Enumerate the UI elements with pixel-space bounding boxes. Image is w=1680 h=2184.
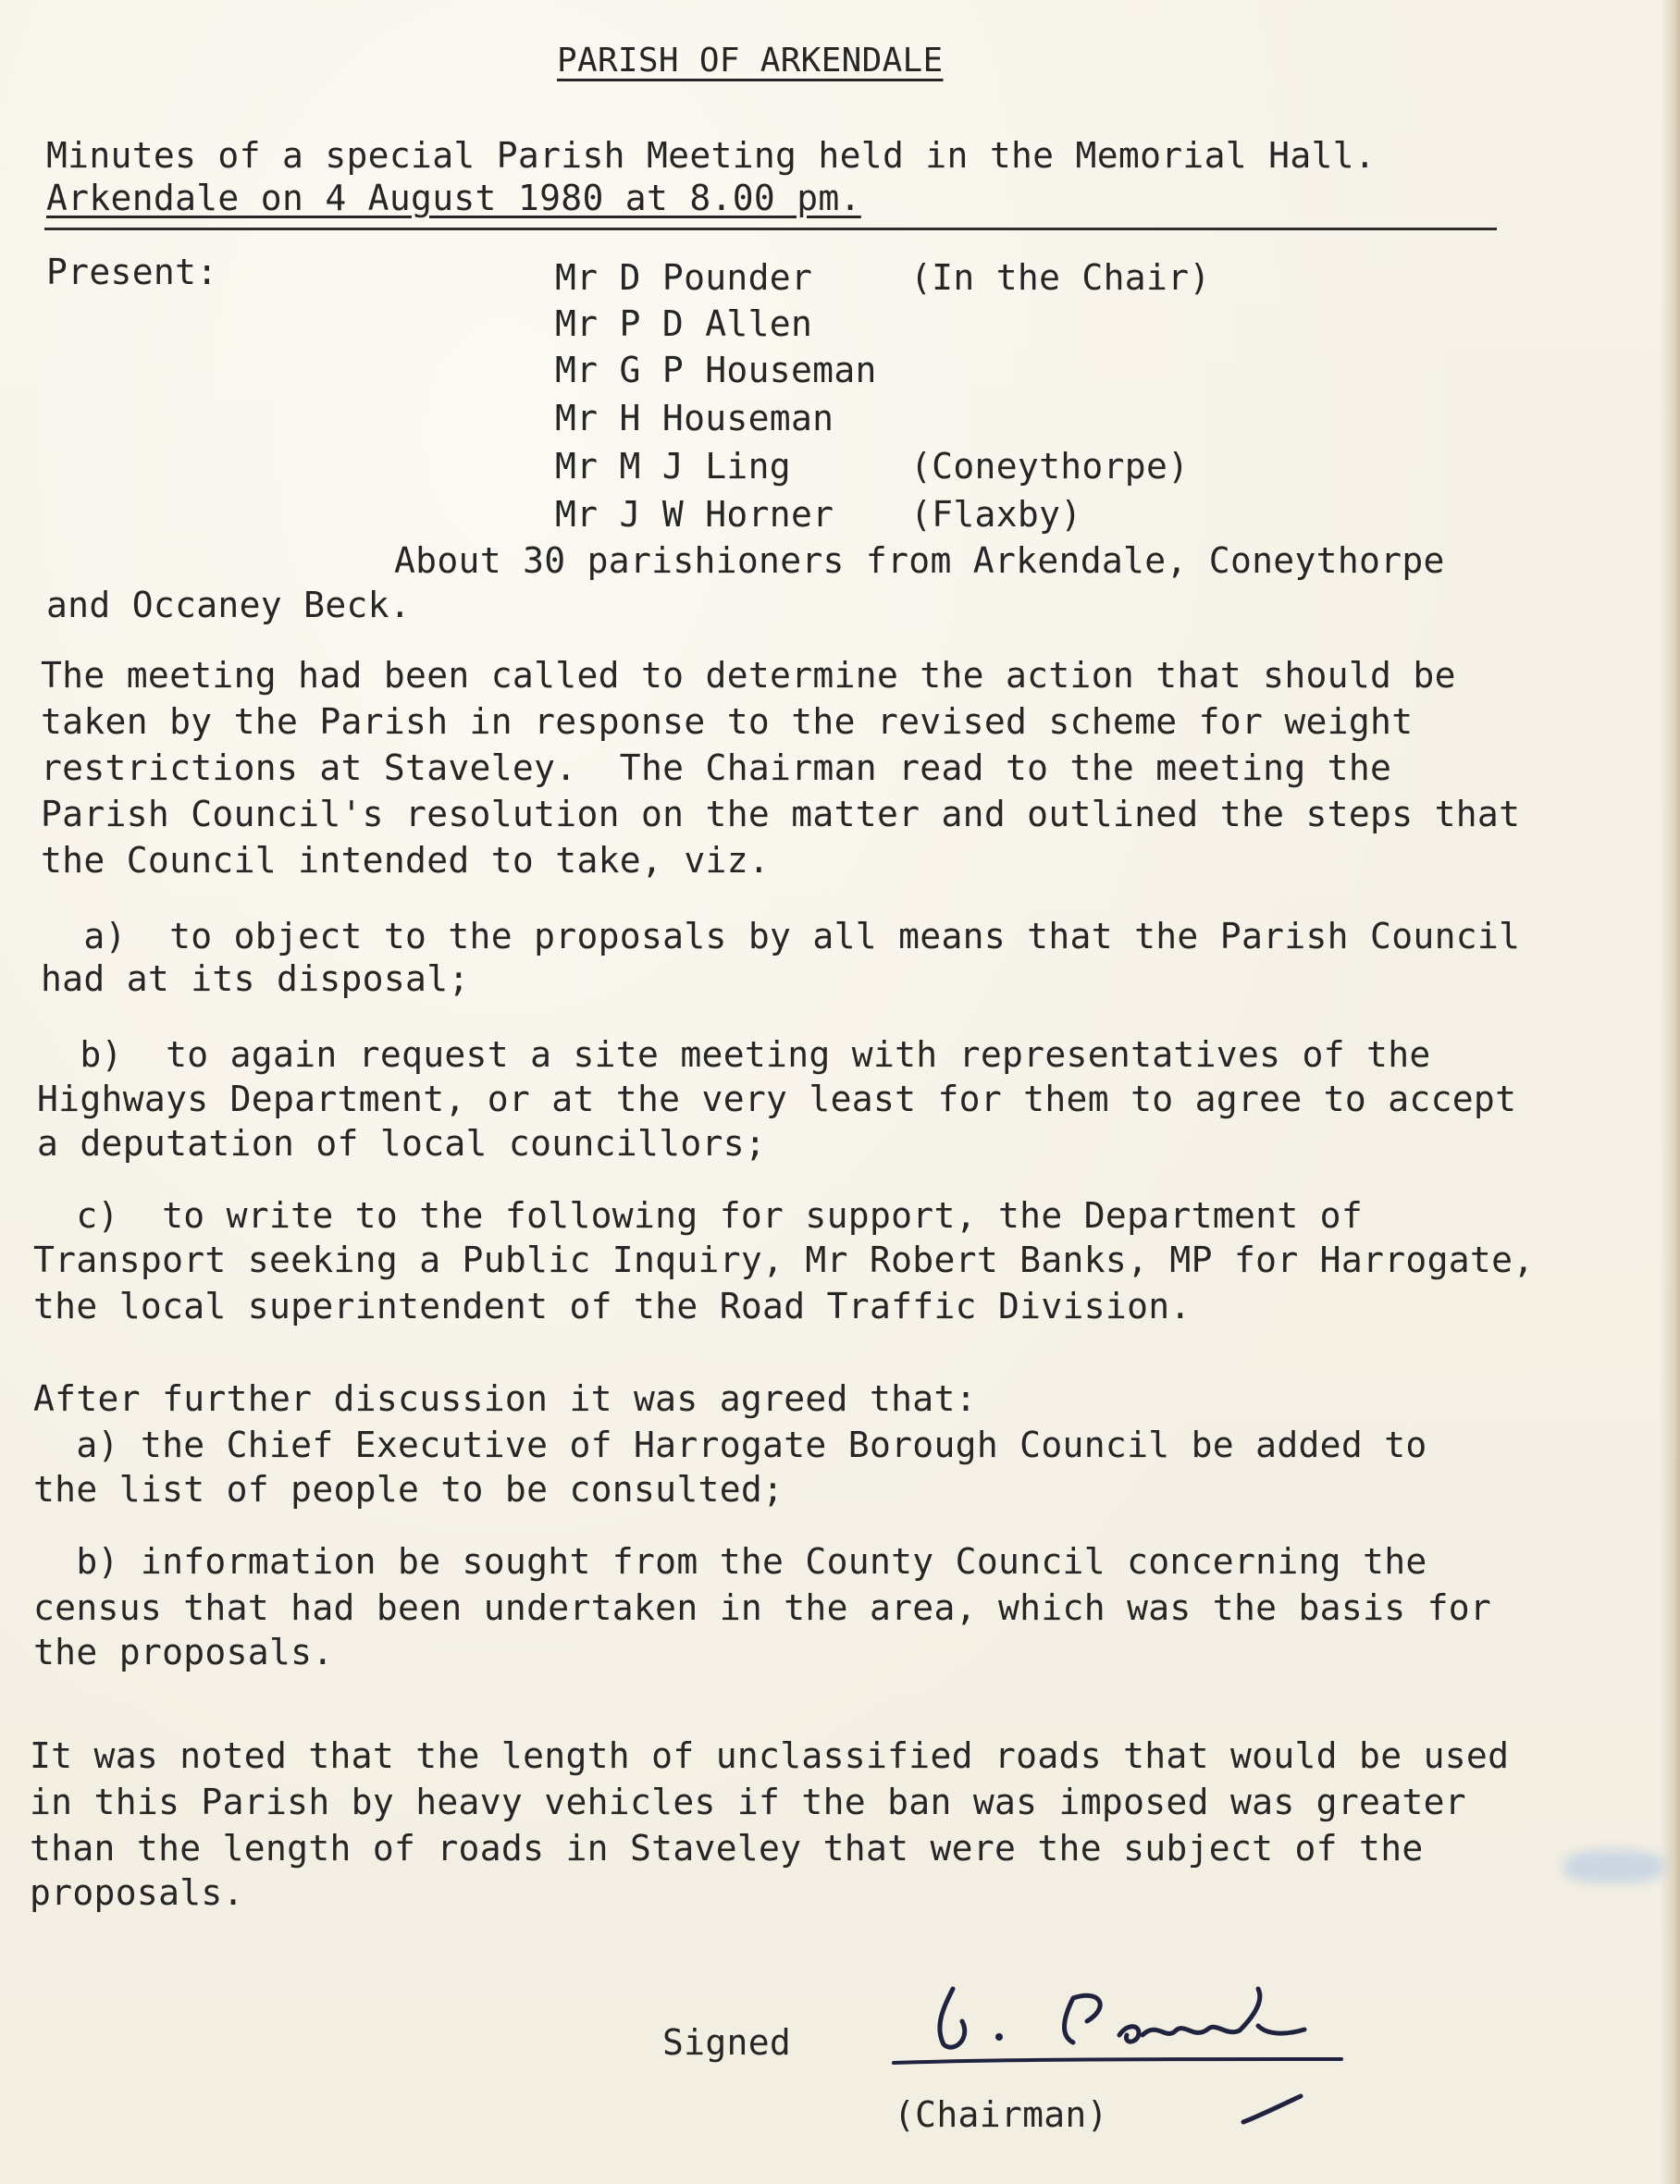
signed-label: Signed: [662, 2022, 792, 2063]
chairman-role-label: (Chairman): [894, 2094, 1108, 2135]
parishioners-line-2: and Occaney Beck.: [46, 585, 412, 625]
parishioners-line-1: About 30 parishioners from Arkendale, Coneythorpe: [394, 540, 1445, 581]
attendee-note: (Coneythorpe): [910, 446, 1190, 487]
step-a-line: a) to object to the proposals by all means that the Parish Council: [41, 916, 1521, 956]
final-paragraph-line: in this Parish by heavy vehicles if the ban was imposed was greater: [30, 1782, 1466, 1822]
attendee-name: Mr D Pounder: [555, 257, 813, 298]
paragraph-line: Parish Council's resolution on the matter and outlined the steps that: [41, 794, 1521, 834]
paragraph-line: the Council intended to take, viz.: [41, 840, 771, 881]
intro-line-1: Minutes of a special Parish Meeting held in the Memorial Hall.: [46, 135, 1377, 176]
page-edge-shadow: [1660, 0, 1680, 2184]
attendee-note: (In the Chair): [910, 257, 1211, 298]
final-paragraph-line: proposals.: [30, 1872, 244, 1913]
attendee-name: Mr M J Ling: [555, 446, 791, 487]
step-c-line: c) to write to the following for support, the Department of: [33, 1195, 1364, 1236]
intro-line-2: Arkendale on 4 August 1980 at 8.00 pm.: [46, 178, 861, 218]
agreed-a-line: the list of people to be consulted;: [33, 1469, 784, 1510]
agreed-intro: After further discussion it was agreed that:: [33, 1378, 977, 1419]
attendee-note: (Flaxby): [910, 494, 1082, 535]
paragraph-line: The meeting had been called to determine the action that should be: [41, 655, 1456, 696]
step-b-line: a deputation of local councillors;: [37, 1123, 767, 1164]
heading-rule: [44, 228, 1497, 230]
attendee-name: Mr P D Allen: [555, 303, 813, 344]
chairman-signature: [888, 1970, 1406, 2072]
agreed-b-line: census that had been undertaken in the area, which was the basis for: [33, 1587, 1492, 1628]
document-title: PARISH OF ARKENDALE: [557, 42, 944, 80]
step-c-line: the local superintendent of the Road Traffic Division.: [33, 1286, 1192, 1326]
agreed-b-line: b) information be sought from the County Council concerning the: [33, 1541, 1427, 1582]
agreed-b-line: the proposals.: [33, 1632, 334, 1672]
final-paragraph-line: It was noted that the length of unclassified roads that would be used: [30, 1735, 1510, 1776]
attendee-name: Mr G P Houseman: [555, 350, 877, 390]
attendee-name: Mr H Houseman: [555, 398, 834, 438]
present-label: Present:: [46, 252, 218, 292]
step-b-line: b) to again request a site meeting with representatives of the: [37, 1034, 1431, 1075]
paragraph-line: taken by the Parish in response to the revised scheme for weight: [41, 701, 1414, 742]
paragraph-line: restrictions at Staveley. The Chairman read to the meeting the: [41, 747, 1392, 788]
tick-mark: [1240, 2091, 1314, 2128]
final-paragraph-line: than the length of roads in Staveley that were the subject of the: [30, 1828, 1424, 1869]
attendee-name: Mr J W Horner: [555, 494, 834, 535]
agreed-a-line: a) the Chief Executive of Harrogate Borough Council be added to: [33, 1425, 1427, 1465]
step-c-line: Transport seeking a Public Inquiry, Mr Robert Banks, MP for Harrogate,: [33, 1240, 1535, 1280]
ink-stain: [1563, 1850, 1665, 1883]
step-a-line: had at its disposal;: [41, 958, 470, 999]
step-b-line: Highways Department, or at the very least for them to agree to accept: [37, 1079, 1517, 1119]
